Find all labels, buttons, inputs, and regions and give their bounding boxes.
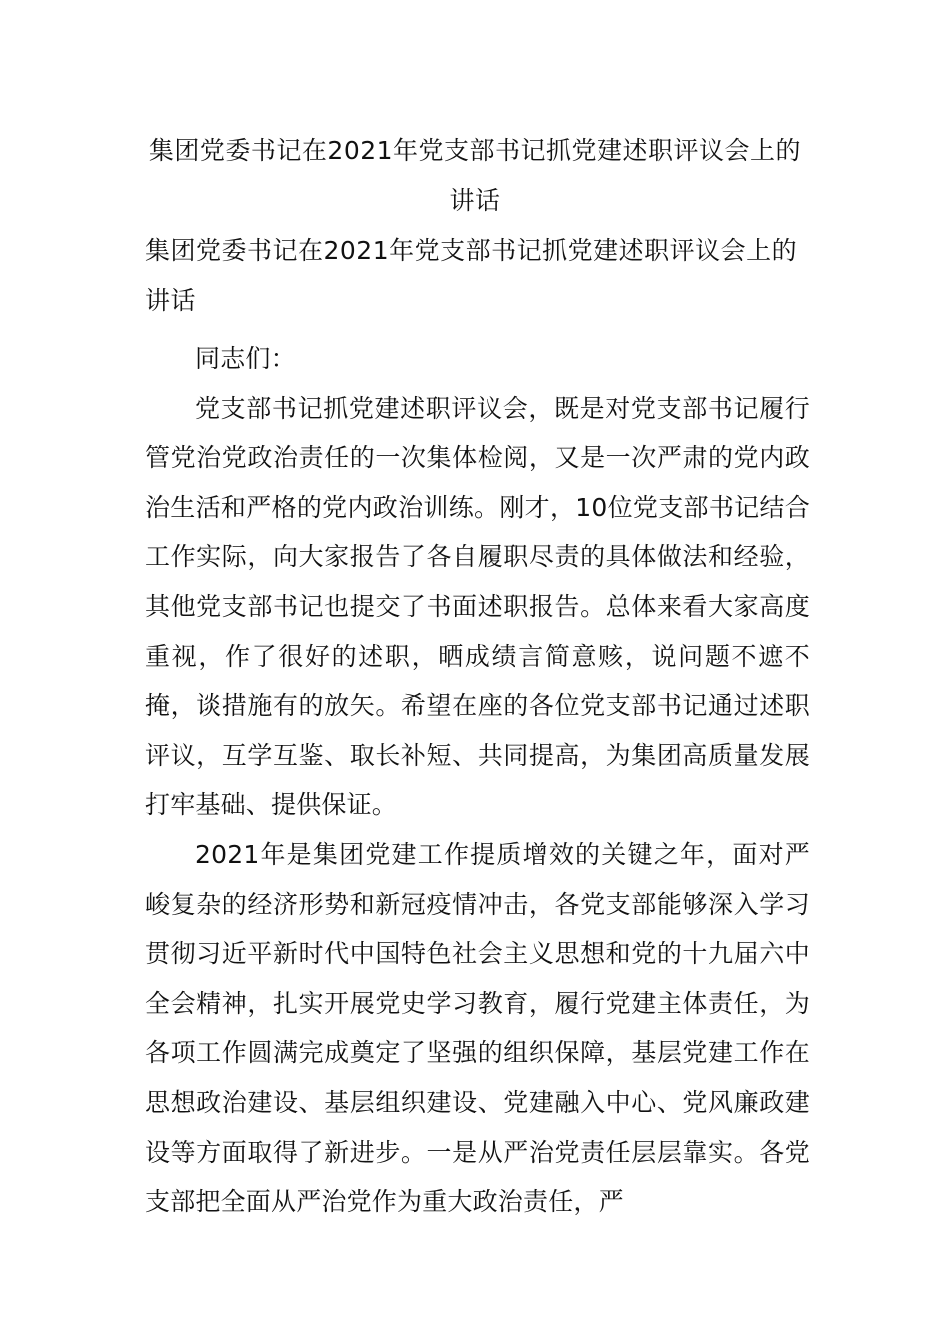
document-title-line-2: 讲话 xyxy=(449,186,501,215)
paragraph-1: 党支部书记抓党建述职评议会，既是对党支部书记履行管党治党政治责任的一次集体检阅，又是一次严肃的党内政治生活和严格的党内政治训练。刚才，10位党支部书记结合工作实际，向大家报告了各自履职尽责的具体做法和经验，其他党支部书记也提交了书面述职报告。总体来看大家高度重视，作了很好的述职，晒成绩言简意赅，说问题不遮不掩，谈措施有的放矢。希望在座的各位党支部书记通过述职评议，互学互鉴、取长补短、共同提高，为集团高质量发展打牢基础、提供保证。 xyxy=(145,393,810,820)
paragraph-2: 2021年是集团党建工作提质增效的关键之年，面对严峻复杂的经济形势和新冠疫情冲击，各党支部能够深入学习贯彻习近平新时代中国特色社会主义思想和党的十九届六中全会精神，扎实开展党史学习教育，履行党建主体责任，为各项工作圆满完成奠定了坚强的组织保障，基层党建工作在思想政治建设、基层组织建设、党建融入中心、党风廉政建设等方面取得了新进步。一是从严治党责任层层靠实。各党支部把全面从严治党作为重大政治责任，严 xyxy=(145,839,810,1217)
document-body xyxy=(145,334,810,1227)
document-subtitle-line-2: 讲话 xyxy=(145,286,197,315)
document-subtitle-line-1: 集团党委书记在2021年党支部书记抓党建述职评议会上的 xyxy=(145,236,798,265)
salutation: 同志们： xyxy=(195,344,296,373)
document-title-line-1: 集团党委书记在2021年党支部书记抓党建述职评议会上的 xyxy=(148,136,802,165)
